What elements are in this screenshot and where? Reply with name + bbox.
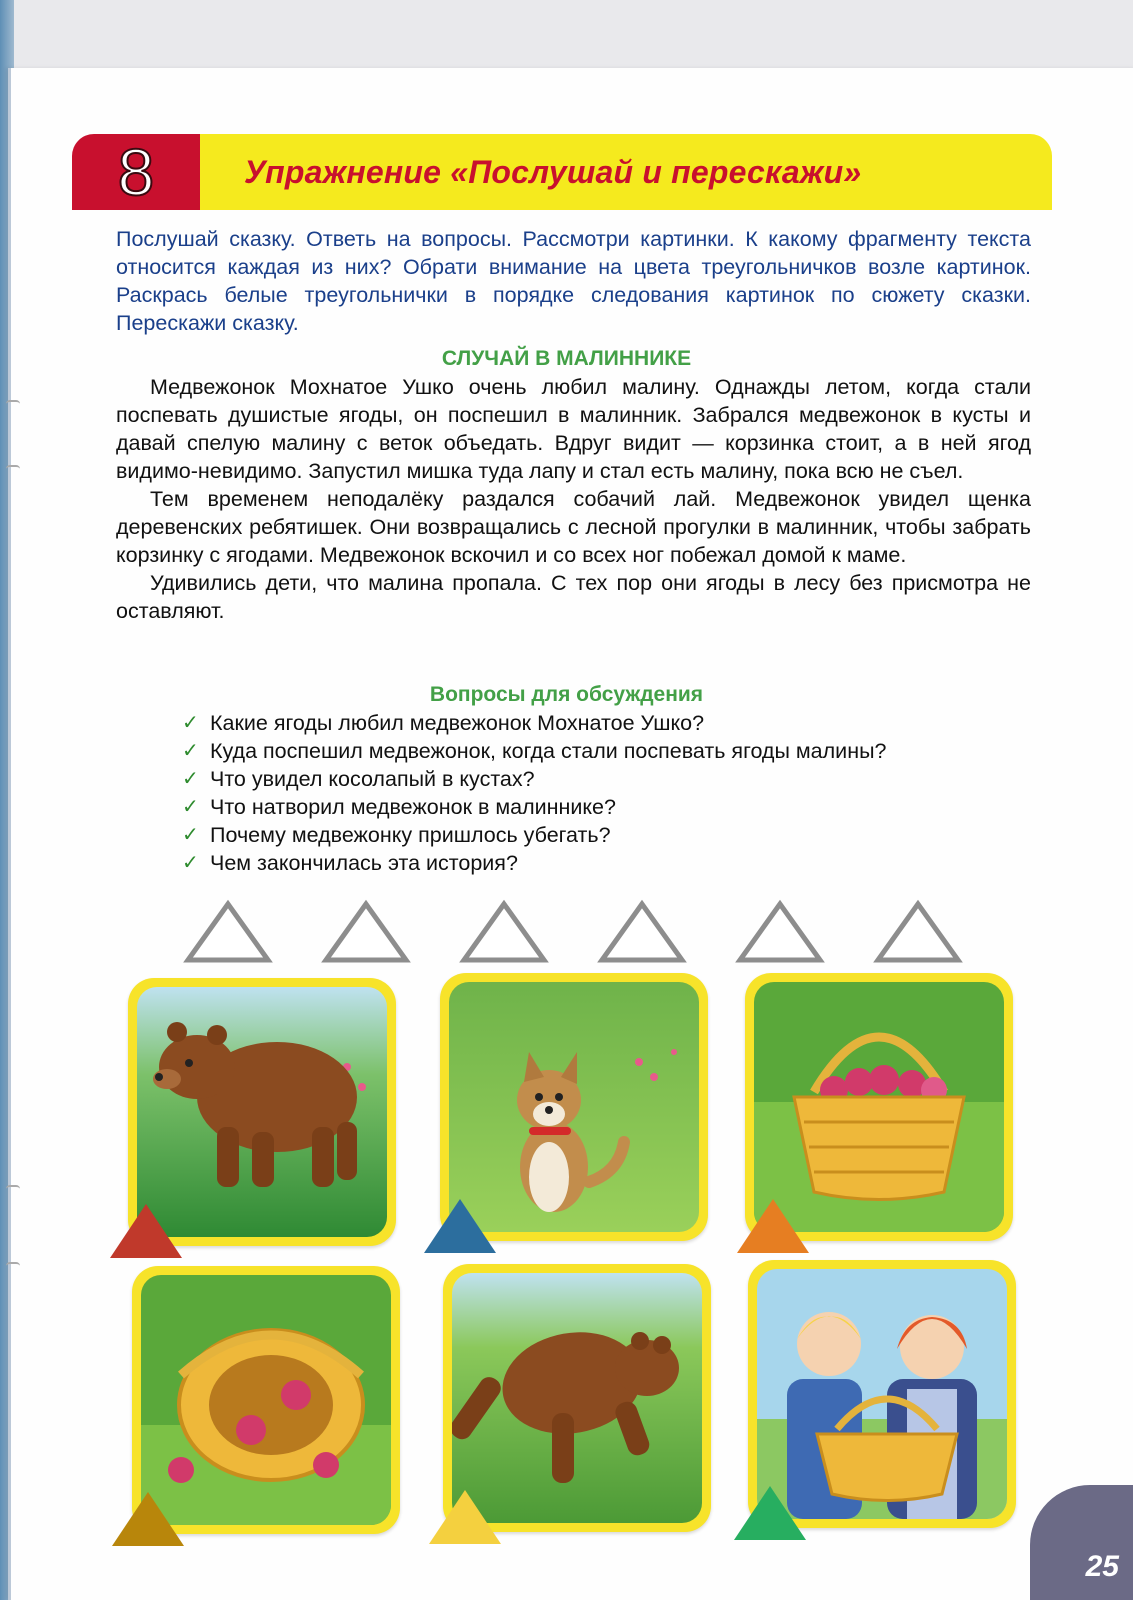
marker-triangle — [734, 1486, 806, 1540]
marker-triangle — [424, 1199, 496, 1253]
checkmark-icon: ✓ — [182, 852, 199, 874]
binding-stitch — [6, 465, 20, 473]
questions-title: Вопросы для обсуждения — [429, 683, 704, 706]
checkmark-icon: ✓ — [182, 824, 199, 846]
binding-stitch — [6, 1262, 20, 1270]
picture-card-basket-overturned — [132, 1266, 400, 1534]
exercise-header — [72, 134, 1052, 210]
page-number: 25 — [1085, 1550, 1119, 1583]
exercise-number: 8 — [117, 135, 155, 209]
picture-card-bear-standing — [128, 978, 396, 1246]
story-text — [116, 373, 1031, 625]
marker-triangle — [112, 1492, 184, 1546]
marker-triangle-yellow — [425, 1486, 505, 1548]
story-paragraph: Медвежонок Мохнатое Ушко очень любил малину. Однажды летом, когда стали поспевать душистые ягоды, он поспешил в малинник. Забрался медвежонок в кусты и давай спелую малину с веток объедать. Вдруг видит — корзинка стоит, а в ней ягод видимо-невидимо. Запустил мишка туда лапу и стал есть малину, пока всю не съел. — [116, 375, 1031, 483]
marker-triangle — [429, 1490, 501, 1544]
marker-triangle-orange — [733, 1195, 813, 1257]
question-item: ✓ Чем закончилась эта история? — [182, 851, 518, 875]
answer-triangle-2[interactable] — [326, 904, 406, 960]
checkmark-icon: ✓ — [182, 740, 199, 762]
question-item: ✓ Куда поспешил медвежонок, когда стали поспевать ягоды малины? — [182, 739, 887, 763]
checkmark-icon: ✓ — [182, 768, 199, 790]
marker-triangle-dark-yellow — [108, 1488, 188, 1550]
marker-triangle — [110, 1204, 182, 1258]
marker-triangle-blue — [420, 1195, 500, 1257]
answer-triangle-4[interactable] — [602, 904, 682, 960]
story-title: СЛУЧАЙ В МАЛИННИКЕ — [441, 347, 692, 370]
marker-triangle-green — [730, 1482, 810, 1544]
answer-triangle-6[interactable] — [878, 904, 958, 960]
exercise-title: Упражнение «Послушай и перескажи» — [244, 153, 862, 190]
questions-list — [182, 709, 886, 877]
question-item: ✓ Что увидел косолапый в кустах? — [182, 767, 535, 791]
picture-card-basket-full — [745, 973, 1013, 1241]
answer-triangle-5[interactable] — [740, 904, 820, 960]
marker-triangle-red — [106, 1200, 186, 1262]
picture-card-puppy — [440, 973, 708, 1241]
marker-triangle — [737, 1199, 809, 1253]
picture-card-children — [748, 1260, 1016, 1528]
story-paragraph: Удивились дети, что малина пропала. С тех пор они ягоды в лесу без присмотра не оставляют. — [116, 571, 1031, 623]
answer-triangle-1[interactable] — [188, 904, 268, 960]
binding-stitch — [6, 400, 20, 408]
picture-card-bear-running — [443, 1264, 711, 1532]
answer-triangles — [180, 898, 980, 968]
answer-triangle-3[interactable] — [464, 904, 544, 960]
question-item: ✓ Почему медвежонку пришлось убегать? — [182, 823, 611, 847]
instructions-text: Послушай сказку. Ответь на вопросы. Рассмотри картинки. К какому фрагменту текста относится каждая из них? Обрати внимание на цвета треугольничков возле картинок. Раскрась белые треугольнички в порядке следования картинок по сюжету сказки. Перескажи сказку. — [116, 227, 1031, 335]
exercise-title-bar — [200, 134, 1052, 210]
question-item: ✓ Какие ягоды любил медвежонок Мохнатое Ушко? — [182, 711, 705, 735]
question-item: ✓ Что натворил медвежонок в малиннике? — [182, 795, 616, 819]
story-paragraph: Тем временем неподалёку раздался собачий лай. Медвежонок увидел щенка деревенских ребятишек. Они возвращались с лесной прогулки в малинник, чтобы забрать корзинку с ягодами. Медвежонок вскочил и со всех ног побежал домой к маме. — [116, 487, 1031, 567]
binding-stitch — [6, 1185, 20, 1193]
checkmark-icon: ✓ — [182, 796, 199, 818]
checkmark-icon: ✓ — [182, 712, 199, 734]
exercise-number-box — [72, 134, 200, 210]
